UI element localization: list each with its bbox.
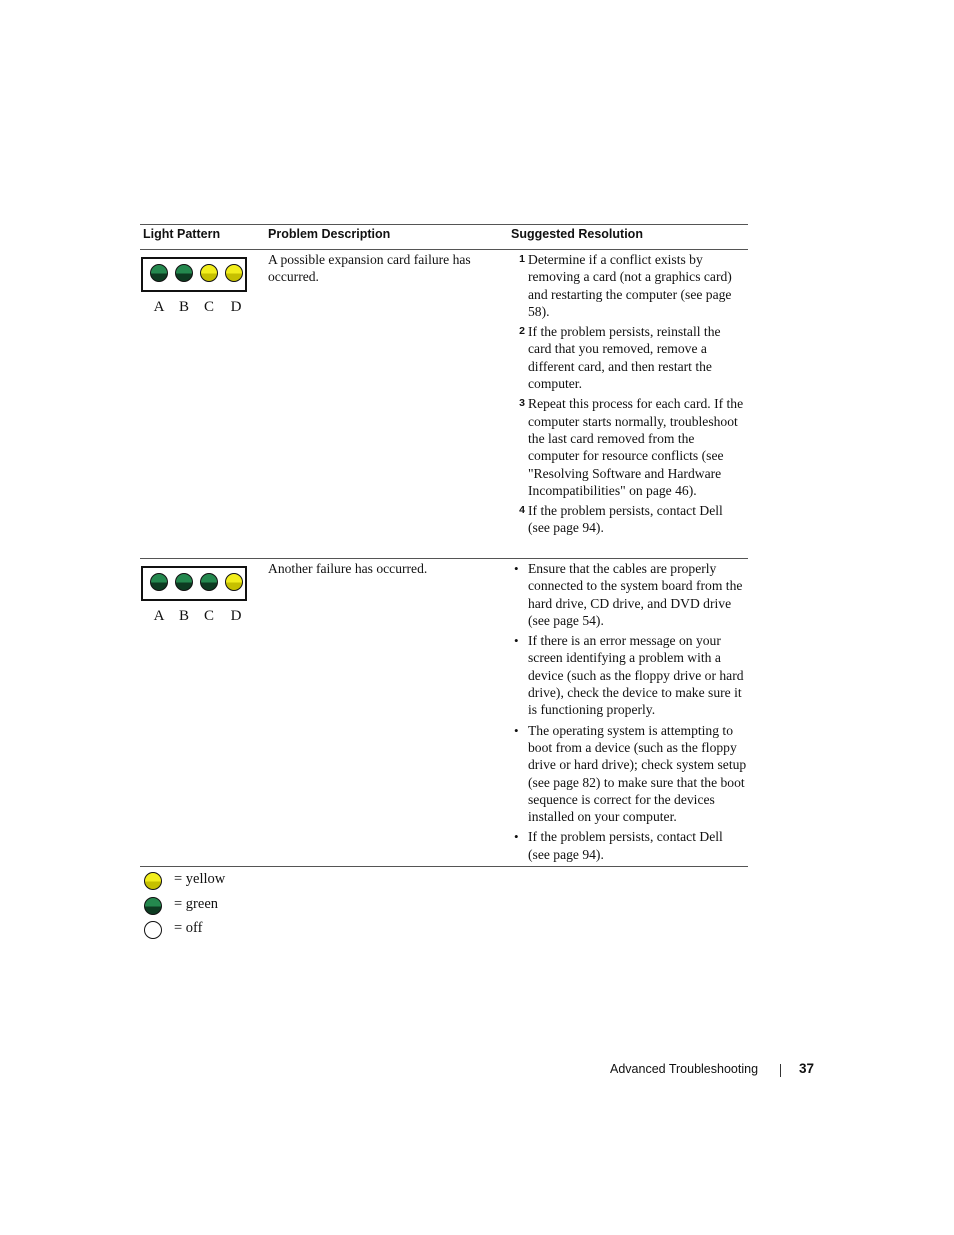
yellow-light-icon — [144, 872, 162, 890]
table-top-rule — [140, 224, 748, 225]
light-label-a: A — [153, 608, 165, 624]
legend-label: = yellow — [174, 871, 226, 887]
bullet: • — [514, 633, 519, 649]
bullet: • — [514, 561, 519, 576]
suggested-resolution-list — [511, 560, 747, 866]
resolution-step — [511, 251, 747, 320]
light-label-d: D — [230, 299, 242, 315]
light-d-icon — [225, 573, 243, 591]
step-text: If the problem persists, contact Dell (see page 94). — [528, 503, 723, 536]
legend-label: = green — [174, 896, 219, 912]
resolution-step — [511, 395, 747, 499]
light-c-icon — [200, 573, 218, 591]
row-divider — [140, 558, 748, 559]
legend-label: = off — [174, 920, 203, 936]
table-bottom-rule — [140, 866, 748, 867]
light-label-d: D — [230, 608, 242, 624]
light-a-icon — [150, 573, 168, 591]
light-b-icon — [175, 573, 193, 591]
bullet-text: Ensure that the cables are properly connected to the system board from the hard drive, CD drive, and DVD drive (see page 54). — [528, 561, 743, 628]
footer-section-title: Advanced Troubleshooting — [610, 1062, 759, 1076]
resolution-bullet — [511, 722, 747, 826]
step-text: Repeat this process for each card. If the computer starts normally, troubleshoot the last card removed from the computer for resource conflicts (see "Resolving Software and Hardware Incompatibilities" on page 46). — [528, 396, 744, 498]
step-number: 4 — [519, 504, 525, 517]
problem-description: Another failure has occurred. — [268, 561, 428, 576]
page-number: 37 — [799, 1061, 815, 1076]
step-text: If the problem persists, reinstall the card that you removed, remove a different card, and then restart the computer. — [528, 324, 721, 392]
off-light-icon — [144, 921, 162, 939]
light-a-icon — [150, 264, 168, 282]
light-d-icon — [225, 264, 243, 282]
bullet: • — [514, 722, 519, 738]
light-label-b: B — [178, 608, 189, 624]
bullet-text: If the problem persists, contact Dell (see page 94). — [528, 829, 723, 862]
step-number: 2 — [519, 325, 525, 338]
header-problem-description: Problem Description — [268, 227, 391, 241]
suggested-resolution-list — [511, 251, 747, 540]
header-suggested-resolution: Suggested Resolution — [511, 227, 643, 241]
bullet-text: If there is an error message on your screen identifying a problem with a device (such as the floppy drive or hard drive), check the device to make sure it is functioning properly. — [528, 633, 744, 718]
light-b-icon — [175, 264, 193, 282]
header-light-pattern: Light Pattern — [143, 227, 221, 241]
light-label-a: A — [153, 299, 165, 315]
resolution-bullet — [511, 560, 747, 629]
bullet: • — [514, 829, 519, 845]
step-text: Determine if a conflict exists by removing a card (not a graphics card) and restarting the computer (see page 58). — [528, 252, 732, 319]
step-number: 1 — [519, 253, 525, 265]
light-label-c: C — [203, 299, 214, 315]
bullet-text: The operating system is attempting to boot from a device (such as the floppy drive or hard drive); check system setup (see page 82) to make sure that the boot sequence is correct for the devices installed on your computer. — [528, 722, 747, 825]
resolution-bullet — [511, 632, 747, 718]
header-rule — [140, 249, 748, 250]
resolution-bullet — [511, 828, 747, 863]
green-light-icon — [144, 897, 162, 915]
footer-separator — [780, 1064, 781, 1077]
step-number: 3 — [519, 397, 525, 410]
light-label-b: B — [178, 299, 189, 315]
light-label-c: C — [203, 608, 214, 624]
resolution-step — [511, 323, 747, 392]
problem-description: A possible expansion card failure has occurred. — [268, 252, 471, 285]
resolution-step — [511, 502, 747, 537]
light-c-icon — [200, 264, 218, 282]
